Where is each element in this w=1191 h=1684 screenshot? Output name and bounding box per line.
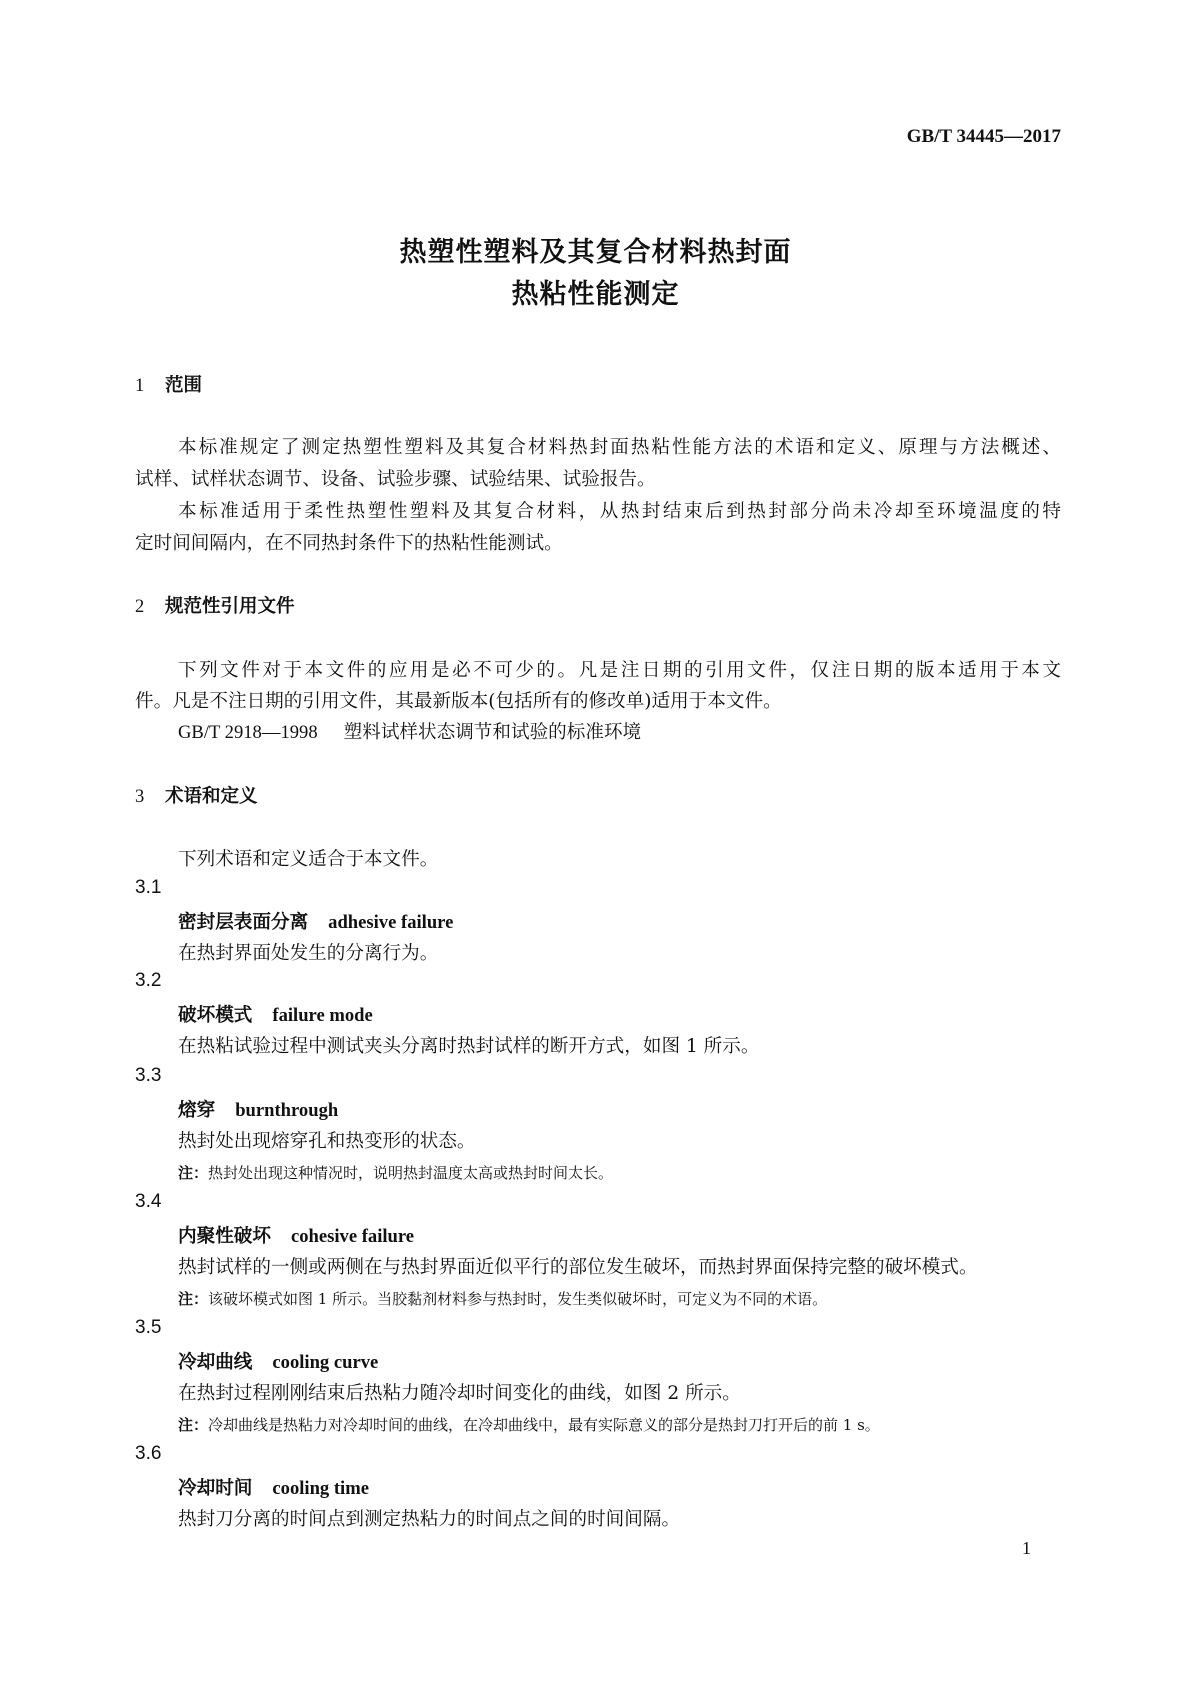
term-chinese: 熔穿 (178, 1100, 216, 1121)
clause-number: 3.1 (135, 877, 162, 898)
section-number: 1 (135, 376, 145, 396)
section-title: 术语和定义 (165, 786, 258, 807)
term-english: adhesive failure (328, 912, 454, 933)
term-definition: 在热封界面处发生的分离行为。 (178, 943, 439, 964)
note-text: 冷却曲线是热粘力对冷却时间的曲线，在冷却曲线中，最有实际意义的部分是热封刀打开后的前 1 s。 (208, 1416, 880, 1434)
note-label: 注： (178, 1290, 209, 1308)
term-note (178, 1414, 880, 1435)
clause-number: 3.6 (135, 1443, 162, 1464)
section-title: 范围 (165, 375, 203, 396)
term-note (178, 1288, 827, 1309)
clause-number: 3.2 (135, 970, 162, 991)
section-number: 2 (135, 597, 145, 617)
document-title-line1: 热塑性塑料及其复合材料热封面 (399, 237, 792, 268)
section-2-heading (135, 592, 295, 618)
standard-code-header: GB/T 34445—2017 (906, 126, 1061, 147)
term-english: cooling time (272, 1478, 369, 1499)
note-text: 热封处出现这种情况时，说明热封温度太高或热封时间太长。 (208, 1164, 614, 1182)
term-note (178, 1162, 613, 1183)
section-3-heading (135, 782, 258, 808)
term-english: failure mode (272, 1005, 373, 1026)
term-chinese: 冷却曲线 (178, 1352, 253, 1373)
document-title-line2: 热粘性能测定 (511, 279, 680, 310)
note-text: 该破坏模式如图 1 所示。当胶黏剂材料参与热封时，发生类似破坏时，可定义为不同的术语。 (208, 1290, 828, 1308)
paragraph-line: 下列文件对于本文件的应用是必不可少的。凡是注日期的引用文件，仅注日期的版本适用于本文 (178, 660, 1061, 681)
clause-number: 3.3 (135, 1065, 162, 1086)
term-chinese: 冷却时间 (178, 1478, 253, 1499)
term-english: cooling curve (272, 1352, 379, 1373)
term-heading (178, 1001, 373, 1027)
paragraph-line: 本标准规定了测定热塑性塑料及其复合材料热封面热粘性能方法的术语和定义、原理与方法概述、 (178, 437, 1061, 458)
term-heading (178, 1096, 338, 1122)
section-1-heading (135, 371, 202, 397)
reference-code: GB/T 2918—1998 (178, 722, 318, 743)
paragraph-line: 下列术语和定义适合于本文件。 (178, 849, 439, 870)
term-english: burnthrough (235, 1100, 339, 1121)
section-number: 3 (135, 787, 145, 807)
term-heading (178, 1222, 414, 1248)
paragraph-line: 定时间间隔内，在不同热封条件下的热粘性能测试。 (135, 533, 563, 554)
term-heading (178, 908, 453, 934)
term-chinese: 破坏模式 (178, 1005, 253, 1026)
term-definition: 热封处出现熔穿孔和热变形的状态。 (178, 1131, 476, 1152)
term-definition: 热封试样的一侧或两侧在与热封界面近似平行的部位发生破坏，而热封界面保持完整的破坏模式。 (178, 1257, 978, 1278)
page-number: 1 (1022, 1538, 1031, 1558)
paragraph-line: 件。凡是不注日期的引用文件，其最新版本(包括所有的修改单)适用于本文件。 (135, 691, 782, 712)
term-chinese: 内聚性破坏 (178, 1226, 271, 1247)
note-label: 注： (178, 1416, 209, 1434)
clause-number: 3.5 (135, 1317, 162, 1338)
normative-reference (178, 718, 1061, 744)
term-english: cohesive failure (290, 1226, 415, 1247)
clause-number: 3.4 (135, 1191, 162, 1212)
term-definition: 热封刀分离的时间点到测定热粘力的时间点之间的时间间隔。 (178, 1509, 681, 1530)
term-definition: 在热封过程刚刚结束后热粘力随冷却时间变化的曲线，如图 2 所示。 (178, 1383, 741, 1404)
paragraph-line: 本标准适用于柔性热塑性塑料及其复合材料，从热封结束后到热封部分尚未冷却至环境温度的特 (178, 501, 1061, 522)
term-heading (178, 1348, 378, 1374)
term-chinese: 密封层表面分离 (178, 912, 309, 933)
term-definition: 在热粘试验过程中测试夹头分离时热封试样的断开方式，如图 1 所示。 (178, 1036, 760, 1057)
section-title: 规范性引用文件 (165, 596, 295, 617)
term-heading (178, 1474, 369, 1500)
note-label: 注： (178, 1164, 209, 1182)
reference-title: 塑料试样状态调节和试验的标准环境 (343, 722, 642, 743)
paragraph-line: 试样、试样状态调节、设备、试验步骤、试验结果、试验报告。 (135, 469, 656, 490)
